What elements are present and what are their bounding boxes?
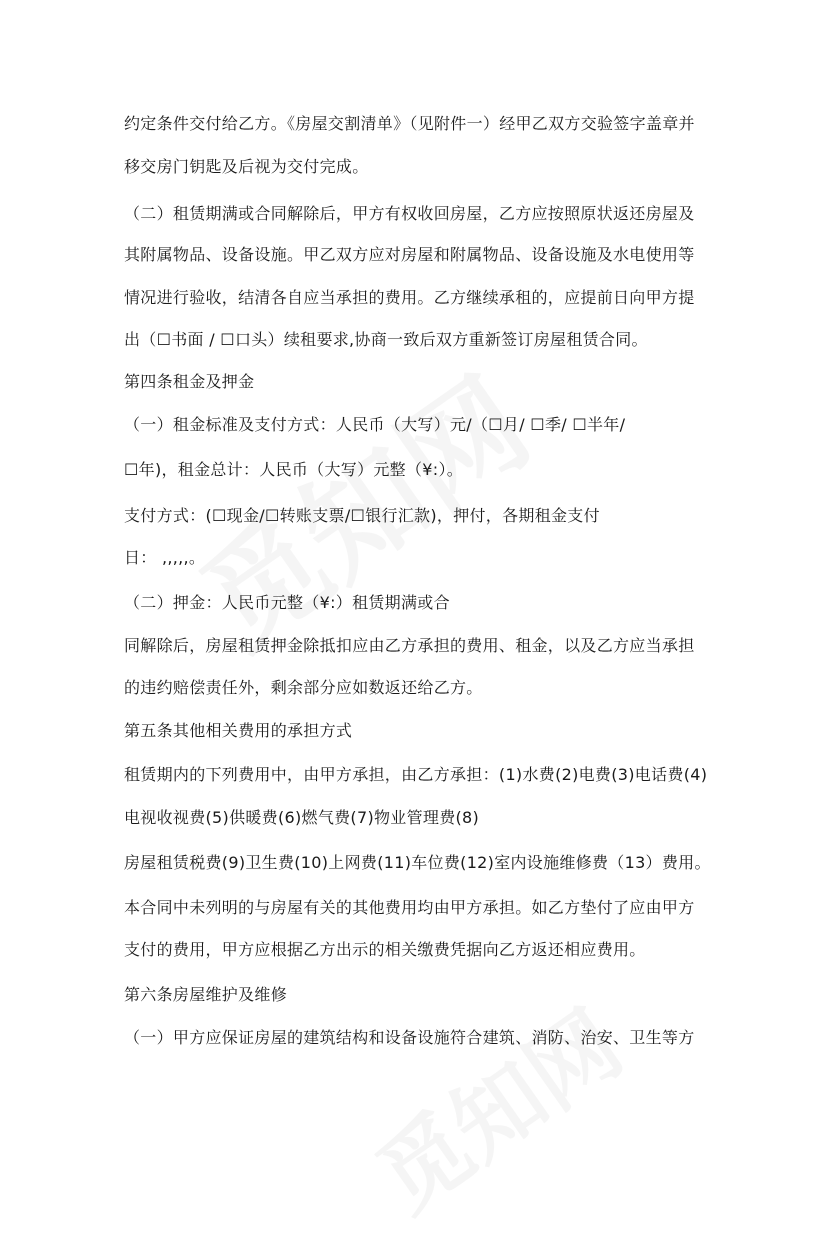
text-line: （一）租金标准及支付方式：人民币（大写）元/（☐月/ ☐季/ ☐半年/ (124, 415, 626, 434)
text-line: 情况进行验收，结清各自应当承担的费用。乙方继续承租的，应提前日向甲方提 (124, 288, 695, 307)
text-line: 支付方式：(☐现金/☐转账支票/☐银行汇款)，押付，各期租金支付 (124, 506, 600, 525)
text-line: 电视收视费(5)供暖费(6)燃气费(7)物业管理费(8) (124, 808, 480, 827)
text-line: 租赁期内的下列费用中，由甲方承担，由乙方承担：(1)水费(2)电费(3)电话费(4) (124, 765, 708, 784)
text-line: ☐年)，租金总计：人民币（大写）元整（¥:）。 (124, 460, 464, 479)
section-heading: 第六条房屋维护及维修 (124, 985, 288, 1004)
text-line: 同解除后，房屋租赁押金除抵扣应由乙方承担的费用、租金，以及乙方应当承担 (124, 636, 695, 655)
text-line: 日： ,,,,,。 (124, 548, 206, 567)
text-line: 其附属物品、设备设施。甲乙双方应对房屋和附属物品、设备设施及水电使用等 (124, 245, 695, 264)
section-heading: 第四条租金及押金 (124, 372, 255, 391)
text-line: （二）押金：人民币元整（¥:）租赁期满或合 (124, 593, 450, 612)
text-line: （一）甲方应保证房屋的建筑结构和设备设施符合建筑、消防、治安、卫生等方 (124, 1028, 695, 1047)
text-line: 本合同中未列明的与房屋有关的其他费用均由甲方承担。如乙方垫付了应由甲方 (124, 898, 695, 917)
text-line: 约定条件交付给乙方。《房屋交割清单》（见附件一）经甲乙双方交验签字盖章并 (124, 114, 695, 133)
text-line: 房屋租赁税费(9)卫生费(10)上网费(11)车位费(12)室内设施维修费（13）费用。 (124, 853, 711, 872)
text-line: 的违约赔偿责任外，剩余部分应如数返还给乙方。 (124, 678, 483, 697)
watermark (347, 974, 643, 1235)
text-line: （二）租赁期满或合同解除后，甲方有权收回房屋，乙方应按照原状返还房屋及 (124, 204, 695, 223)
text-line: 移交房门钥匙及后视为交付完成。 (124, 157, 369, 176)
section-heading: 第五条其他相关费用的承担方式 (124, 721, 353, 740)
text-line: 出（☐书面 / ☐口头）续租要求,协商一致后双方重新签订房屋租赁合同。 (124, 330, 648, 349)
text-line: 支付的费用，甲方应根据乙方出示的相关缴费凭据向乙方返还相应费用。 (124, 940, 646, 959)
